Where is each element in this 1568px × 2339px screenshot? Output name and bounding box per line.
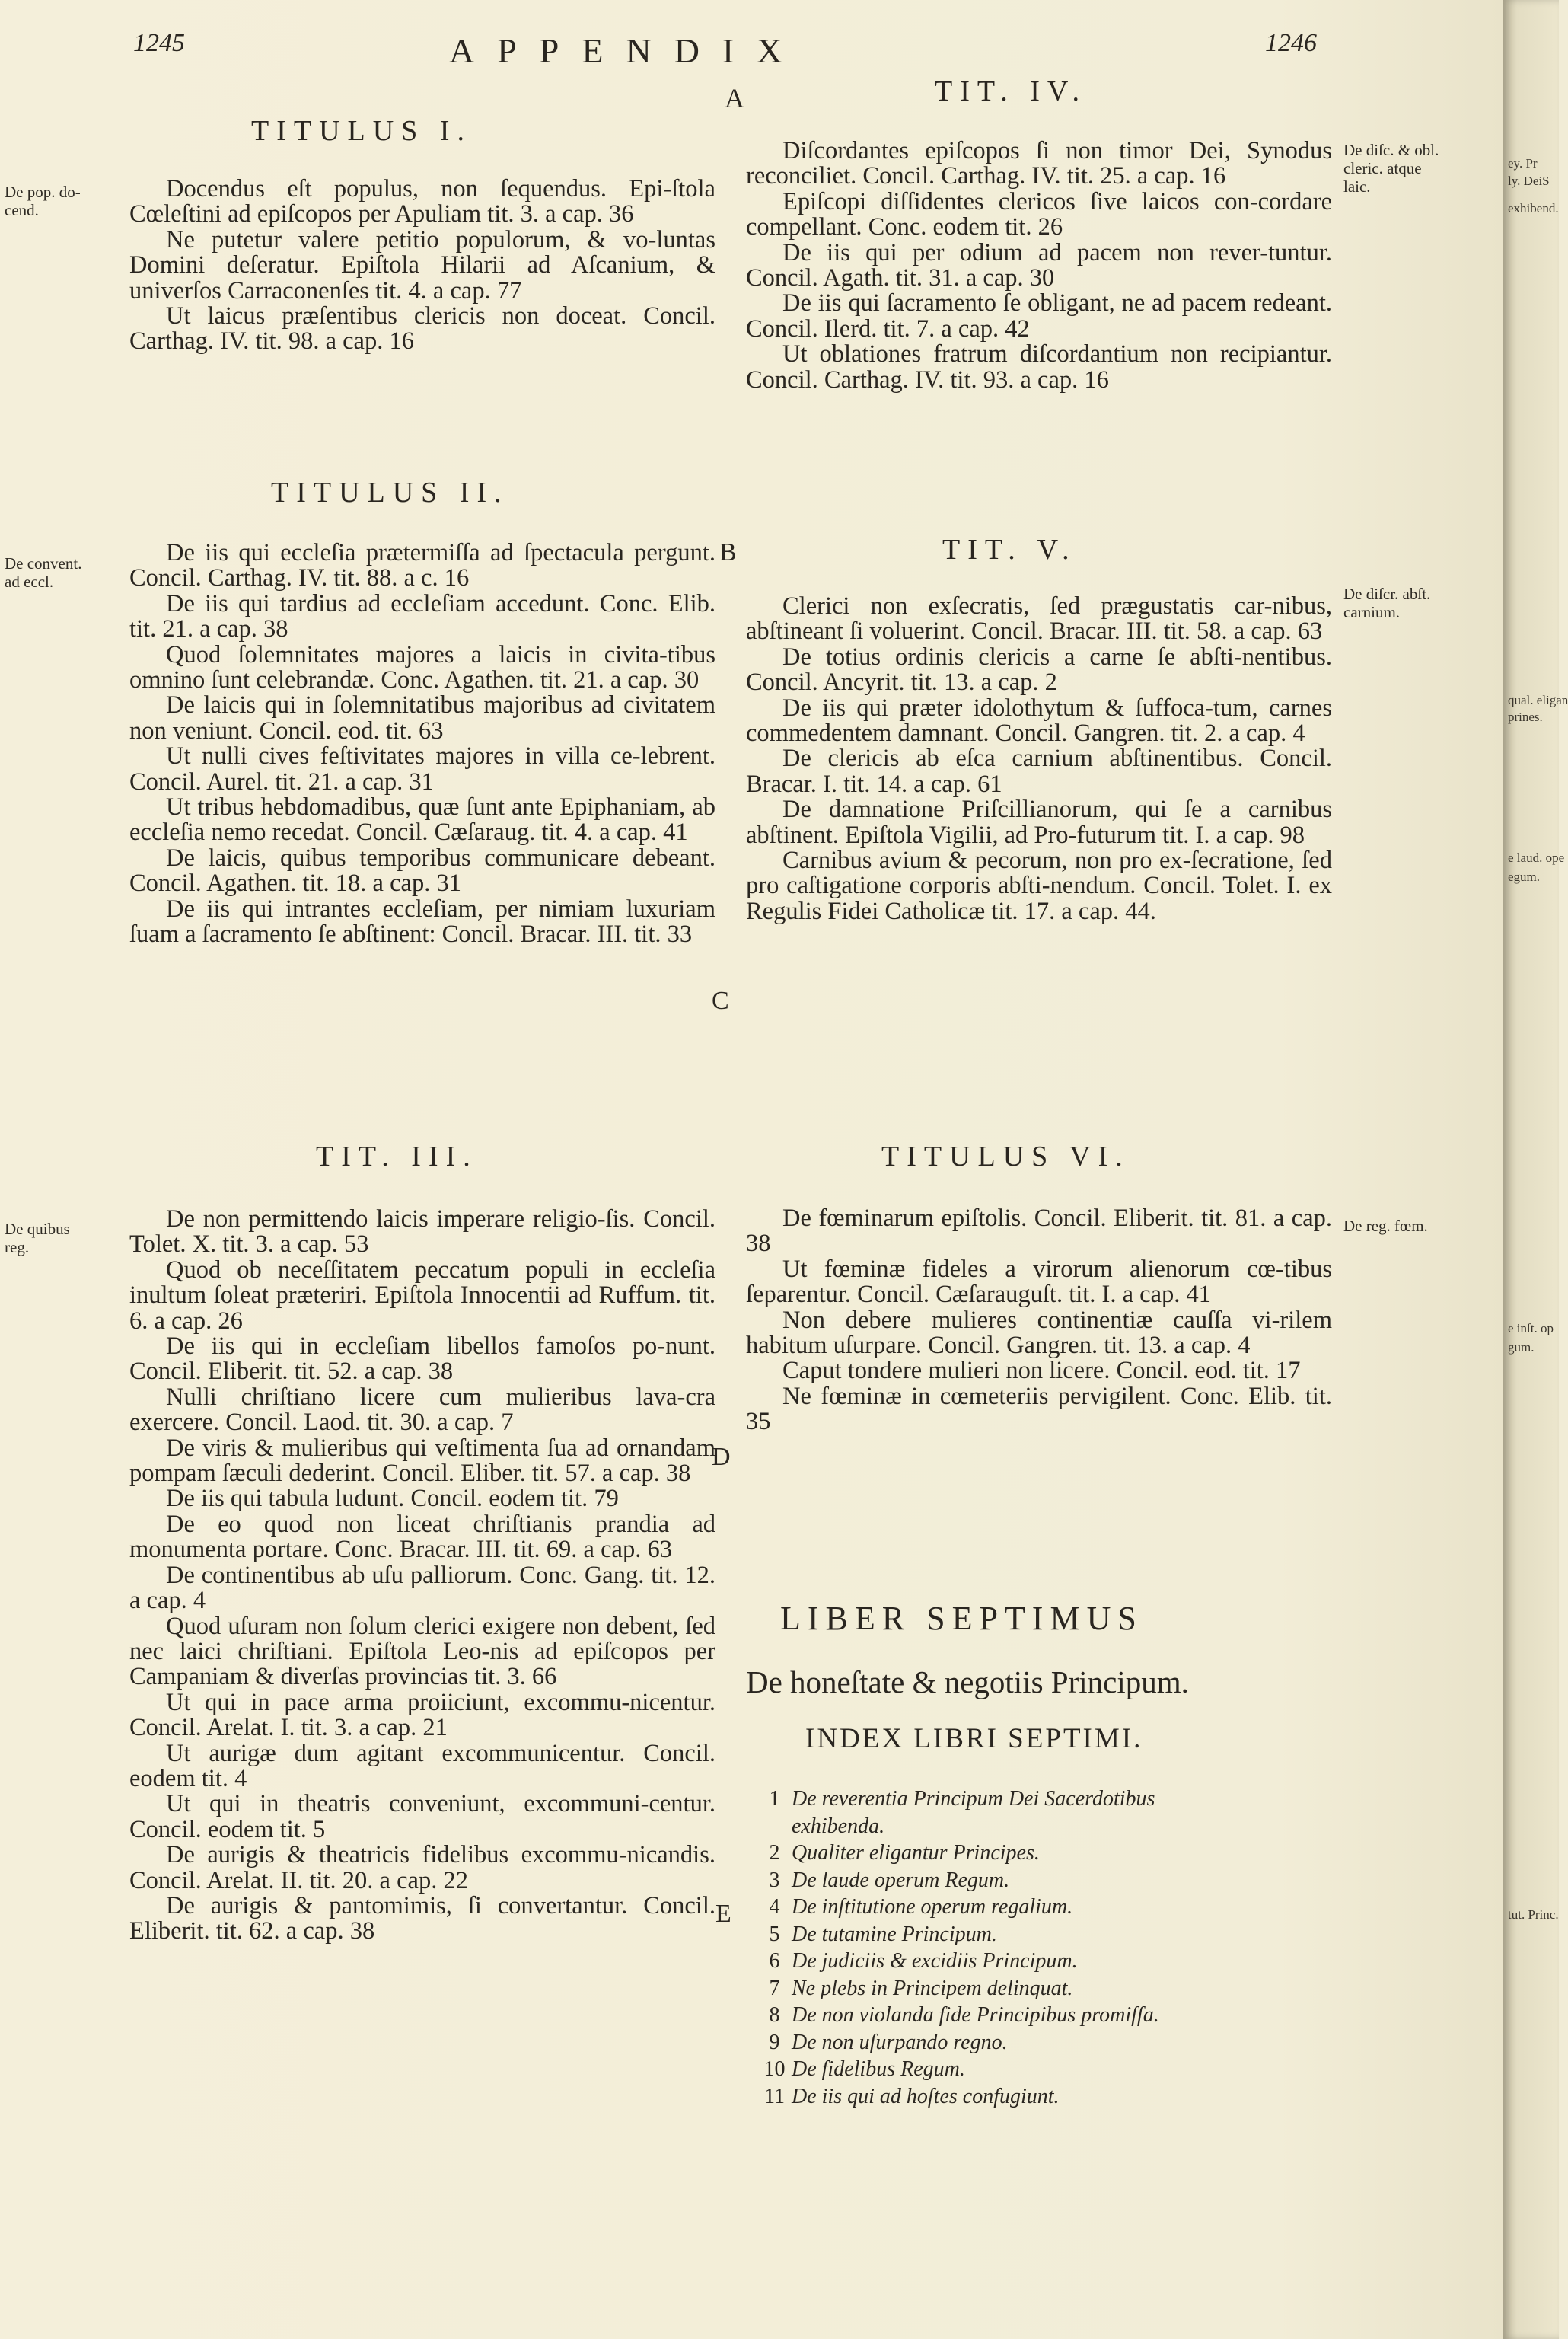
section-title: TIT. III. — [316, 1141, 478, 1173]
margin-note: De diſc. & obl. cleric. atque laic. — [1343, 141, 1439, 196]
index-item — [757, 2002, 1359, 2029]
entry: De clericis ab eſca carnium abſtinentibus. Concil. Bracar. I. tit. 14. a cap. 61 — [746, 745, 1332, 798]
margin-note: De diſcr. abſt. carnium. — [1343, 585, 1431, 621]
index-item — [757, 2056, 1359, 2083]
entry: De iis qui tardius ad eccleſiam accedunt. Conc. Elib. tit. 21. a cap. 38 — [129, 589, 715, 643]
entry-list — [746, 139, 1332, 393]
entry: Epiſcopi diſſidentes clericos ſive laicos con-cordare compellant. Conc. eodem tit. 26 — [746, 187, 1332, 241]
entry: Ut aurigæ dum agitant excommunicentur. Concil. eodem tit. 4 — [129, 1739, 715, 1792]
margin-note: De reg. fœm. — [1343, 1217, 1428, 1235]
gutter-note: e inſt. op — [1508, 1321, 1554, 1335]
index-number: 6 — [769, 1949, 780, 1973]
entry: Ne fœminæ in cœmeteriis pervigilent. Conc. Elib. tit. 35 — [746, 1382, 1332, 1436]
running-title: APPENDIX — [449, 31, 805, 70]
entry: Ut laicus præſentibus clericis non doceat. Concil. Carthag. IV. tit. 98. a cap. 16 — [129, 302, 715, 356]
entry: De viris & mulieribus qui veſtimenta ſua ad ornandam pompam ſæculi dederint. Concil. Eliber. tit. 57. a cap. 38 — [129, 1434, 715, 1488]
entry: De eo quod non liceat chriſtianis prandia ad monumenta portare. Conc. Bracar. III. tit. 69. a cap. 63 — [129, 1510, 715, 1564]
index-number: 1 — [769, 1787, 780, 1811]
entry: De iis qui per odium ad pacem non rever-tuntur. Concil. Agath. tit. 31. a cap. 30 — [746, 238, 1332, 292]
entry: Docendus eſt populus, non ſequendus. Epi-ſtola Cœleſtini ad epiſcopos per Apuliam tit. 3. a cap. 36 — [129, 175, 715, 228]
index-number: 5 — [769, 1922, 780, 1946]
entry-list — [129, 541, 715, 948]
margin-note: De pop. do- cend. — [5, 183, 81, 219]
entry: De aurigis & pantomimis, ſi convertantur. Concil. Eliberit. tit. 62. a cap. 38 — [129, 1891, 715, 1945]
index-item — [757, 1894, 1359, 1921]
gutter-note: egum. — [1508, 870, 1541, 884]
gutter-note: tut. Princ. — [1508, 1907, 1559, 1922]
entry: Quod ſolemnitates majores a laicis in civita-tibus omnino ſunt celebrandæ. Conc. Agathen. tit. 21. a cap. 30 — [129, 640, 715, 694]
index-item — [757, 2083, 1359, 2111]
index-text: De inſtitutione operum regalium. — [792, 1895, 1073, 1919]
index-item — [757, 1785, 1359, 1813]
index-item — [757, 1921, 1359, 1948]
entry: Ut oblationes fratrum diſcordantium non recipiantur. Concil. Carthag. IV. tit. 93. a cap. 16 — [746, 340, 1332, 394]
index-text: Ne plebs in Principem delinquat. — [792, 1976, 1073, 2000]
entry: Ut nulli cives feſtivitates majores in villa ce-lebrent. Concil. Aurel. tit. 21. a cap. 31 — [129, 742, 715, 796]
entry: Carnibus avium & pecorum, non pro ex-ſecratione, ſed pro caſtigatione corporis abſti-nendum. Concil. Tolet. I. ex Regulis Fidei Catholicæ tit. 17. a cap. 44. — [746, 847, 1332, 925]
entry: Ne putetur valere petitio populorum, & vo-luntas Domini deſeratur. Epiſtola Hilarii ad Aſcanium, & univerſos Carraconenſes tit. 4. a cap. 77 — [129, 225, 715, 305]
index-text: De non violanda fide Principibus promiſſa. — [792, 2003, 1159, 2027]
entry: Ut qui in pace arma proiiciunt, excommu-nicentur. Concil. Arelat. I. tit. 3. a cap. 21 — [129, 1688, 715, 1742]
book-heading: LIBER SEPTIMUS — [780, 1600, 1143, 1637]
entry: De continentibus ab uſu palliorum. Conc. Gang. tit. 12. a cap. 4 — [129, 1561, 715, 1615]
margin-note: De quibus reg. — [5, 1220, 70, 1256]
entry: Diſcordantes epiſcopos ſi non timor Dei, Synodus reconciliet. Concil. Carthag. IV. tit. 25. a cap. 16 — [746, 137, 1332, 190]
entry: Nulli chriſtiano licere cum mulieribus lava-cra exercere. Concil. Laod. tit. 30. a cap. 7 — [129, 1383, 715, 1437]
entry: De iis qui intrantes eccleſiam, per nimiam luxuriam ſuam a ſacramento ſe abſtinent: Concil. Bracar. III. tit. 33 — [129, 895, 715, 949]
entry: De iis qui tabula ludunt. Concil. eodem tit. 79 — [166, 1485, 619, 1513]
gutter-note: qual. eligan — [1508, 693, 1568, 707]
index-number: 2 — [769, 1841, 780, 1865]
entry: De non permittendo laicis imperare religio-ſis. Concil. Tolet. X. tit. 3. a cap. 53 — [129, 1205, 715, 1259]
page-number-right: 1246 — [1265, 29, 1317, 57]
index-item — [757, 1840, 1359, 1867]
index-text: De reverentia Principum Dei Sacerdotibus — [792, 1787, 1155, 1811]
index-number: 11 — [764, 2084, 785, 2108]
entry: De fœminarum epiſtolis. Concil. Eliberit. tit. 81. a cap. 38 — [746, 1205, 1332, 1258]
entry: Non debere mulieres continentiæ cauſſa vi-rilem habitum uſurpare. Concil. Gangren. tit. 13. a cap. 4 — [746, 1306, 1332, 1360]
entry-list — [129, 1207, 715, 1945]
index-item — [757, 1948, 1359, 1975]
entry: De iis qui ſacramento ſe obligant, ne ad pacem redeant. Concil. Ilerd. tit. 7. a cap. 42 — [746, 289, 1332, 343]
section-letter-mark: A — [725, 83, 744, 113]
entry: De laicis qui in ſolemnitatibus majoribus ad civitatem non veniunt. Concil. eod. tit. 63 — [129, 691, 715, 745]
entry: De totius ordinis clericis a carne ſe abſti-nentibus. Concil. Ancyrit. tit. 13. a cap. 2 — [746, 643, 1332, 697]
section-title: TITULUS I. — [251, 115, 472, 147]
entry-list — [746, 1206, 1332, 1435]
entry-list — [129, 177, 715, 355]
section-title: TITULUS VI. — [881, 1141, 1130, 1173]
section-letter-mark: B — [719, 538, 737, 566]
margin-note: De convent. ad eccl. — [5, 554, 82, 591]
index-text-continued: exhibenda. — [792, 1814, 885, 1838]
section-title: TIT. IV. — [935, 75, 1087, 107]
gutter-note: ly. DeiS — [1508, 174, 1550, 188]
facing-page-edge — [1503, 0, 1568, 2339]
entry: Quod uſuram non ſolum clerici exigere non debent, ſed nec laici chriſtiani. Epiſtola Leo-nis ad epiſcopos per Campaniam & diverſas provincias tit. 3. 66 — [129, 1612, 715, 1691]
entry: De iis qui in eccleſiam libellos famoſos po-nunt. Concil. Eliberit. tit. 52. a cap. 38 — [129, 1332, 715, 1386]
section-title: TIT. V. — [942, 534, 1077, 566]
entry-list — [746, 594, 1332, 924]
index-number: 8 — [769, 2003, 780, 2027]
index-number: 10 — [763, 2057, 786, 2081]
entry: Ut fœminæ fideles a virorum alienorum cœ-tibus ſeparentur. Concil. Cæſarauguſt. tit. I. a cap. 41 — [746, 1255, 1332, 1309]
section-title: TITULUS II. — [271, 477, 509, 509]
index-text: De judiciis & excidiis Principum. — [792, 1949, 1078, 1973]
section-letter-mark: D — [712, 1443, 731, 1471]
index-number: 4 — [769, 1895, 780, 1919]
index-text: Qualiter eligantur Principes. — [792, 1841, 1040, 1865]
gutter-note: e laud. ope — [1508, 850, 1565, 865]
entry: Clerici non exſecratis, ſed prægustatis car-nibus, abſtineant ſi voluerint. Concil. Bracar. III. tit. 58. a cap. 63 — [746, 592, 1332, 646]
section-letter-mark: C — [712, 987, 729, 1015]
section-letter-mark: E — [715, 1900, 731, 1928]
gutter-note: prines. — [1508, 710, 1543, 724]
index-list — [757, 1785, 1359, 2110]
index-text: De tutamine Principum. — [792, 1922, 997, 1946]
index-heading: INDEX LIBRI SEPTIMI. — [805, 1723, 1143, 1754]
index-item — [757, 2029, 1359, 2057]
index-item — [757, 1867, 1359, 1894]
entry: De damnatione Priſcillianorum, qui ſe a carnibus abſtinent. Epiſtola Vigilii, ad Pro-futurum tit. I. a cap. 98 — [746, 796, 1332, 849]
gutter-note: gum. — [1508, 1340, 1535, 1355]
page-number-left: 1245 — [133, 29, 185, 57]
index-number: 7 — [769, 1976, 780, 2000]
entry: Caput tondere mulieri non licere. Concil. eod. tit. 17 — [782, 1357, 1301, 1385]
entry: Ut tribus hebdomadibus, quæ ſunt ante Epiphaniam, ab eccleſia nemo recedat. Concil. Cæſaraug. tit. 4. a cap. 41 — [129, 793, 715, 847]
entry: Ut qui in theatris conveniunt, excommuni-centur. Concil. eodem tit. 5 — [129, 1790, 715, 1843]
index-text: De iis qui ad hoſtes confugiunt. — [792, 2084, 1060, 2108]
entry: De aurigis & theatricis fidelibus excommu-nicandis. Concil. Arelat. II. tit. 20. a cap. 22 — [129, 1841, 715, 1894]
index-text: De non uſurpando regno. — [792, 2030, 1008, 2054]
index-number: 9 — [769, 2030, 780, 2054]
entry: De iis qui præter idolothytum & ſuffoca-tum, carnes commedentem damnant. Concil. Gangren. tit. 2. a cap. 4 — [746, 694, 1332, 748]
entry: Quod ob neceſſitatem peccatum populi in eccleſia inultum ſoleat præteriri. Epiſtola Innocentii ad Ruffum. tit. 6. a cap. 26 — [129, 1256, 715, 1335]
entry: De iis qui eccleſia prætermiſſa ad ſpectacula pergunt. Concil. Carthag. IV. tit. 88. a c. 16 — [129, 539, 715, 592]
book-subheading: De honeſtate & negotiis Principum. — [746, 1664, 1189, 1699]
index-number: 3 — [769, 1868, 780, 1892]
index-text: De fidelibus Regum. — [792, 2057, 965, 2081]
index-item — [757, 1975, 1359, 2002]
entry: De laicis, quibus temporibus communicare debeant. Concil. Agathen. tit. 18. a cap. 31 — [129, 844, 715, 898]
index-text: De laude operum Regum. — [792, 1868, 1010, 1892]
gutter-note: ey. Pr — [1508, 156, 1538, 171]
gutter-note: exhibend. — [1508, 201, 1559, 215]
